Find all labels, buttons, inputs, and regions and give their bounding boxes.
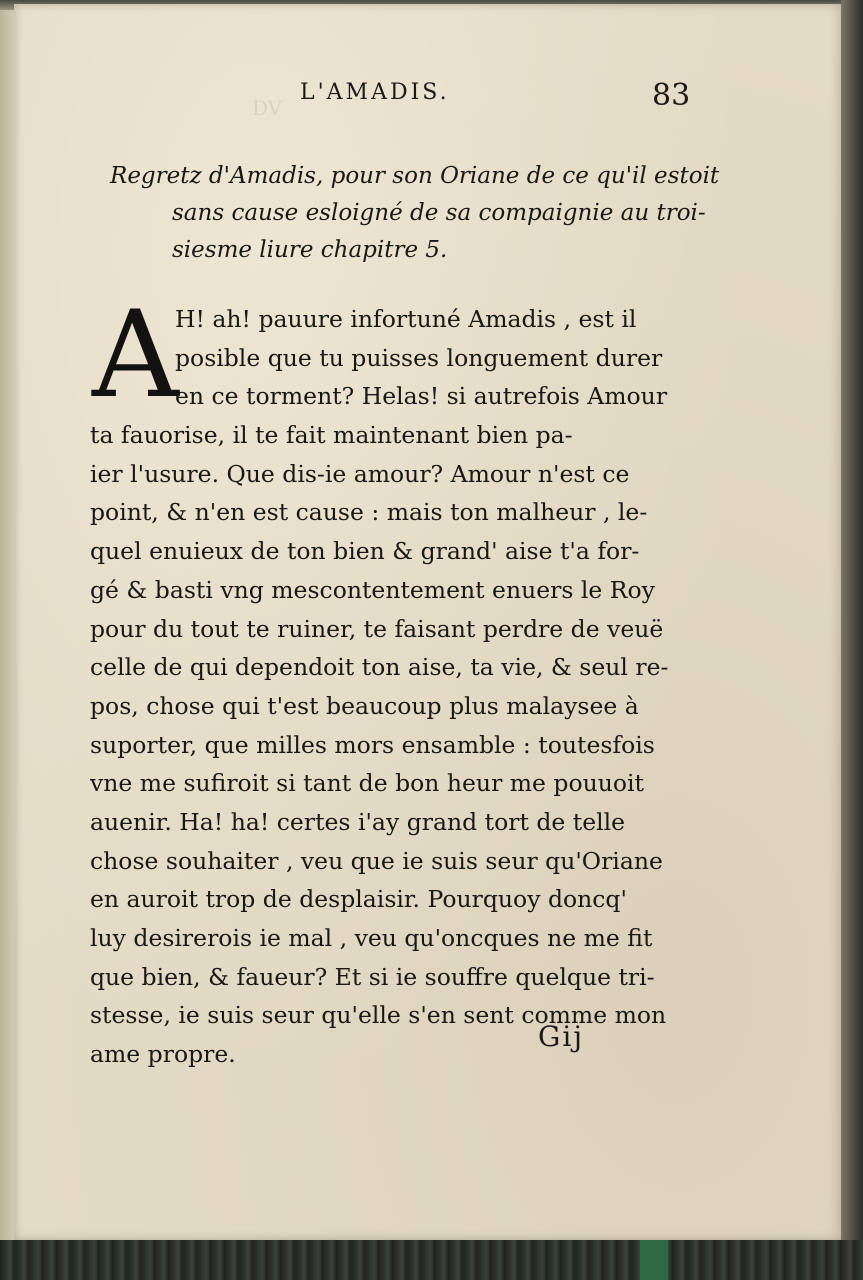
show-through: DV bbox=[252, 96, 283, 120]
bottom-binding bbox=[0, 1240, 863, 1280]
text-line: stesse, ie suis seur qu'elle s'en sent comme mon bbox=[90, 1001, 667, 1030]
text-line: ame propre. bbox=[90, 1040, 236, 1069]
text-line: H! ah! pauure infortuné Amadis , est il bbox=[175, 305, 637, 333]
caption-line: sans cause esloigné de sa compaignie au troi- bbox=[172, 200, 706, 226]
drop-capital: A bbox=[92, 286, 179, 425]
running-head: L'AMADIS. bbox=[300, 80, 450, 105]
text-line: suporter, que milles mors ensamble : toutesfois bbox=[90, 730, 655, 759]
signature-mark: Gij bbox=[538, 1020, 585, 1053]
text-line: que bien, & faueur? Et si ie souffre quelque tri- bbox=[90, 962, 655, 991]
page-number: 83 bbox=[652, 78, 691, 113]
text-line: ier l'usure. Que dis-ie amour? Amour n'est ce bbox=[90, 459, 630, 488]
text-line: auenir. Ha! ha! certes i'ay grand tort de telle bbox=[90, 807, 626, 836]
text-line: pour du tout te ruiner, te faisant perdre de veuë bbox=[90, 614, 664, 643]
text-line: celle de qui dependoit ton aise, ta vie, & seul re- bbox=[90, 653, 669, 682]
text-line: pos, chose qui t'est beaucoup plus malaysee à bbox=[90, 691, 639, 720]
text-line: en ce torment? Helas! si autrefois Amour bbox=[175, 382, 668, 411]
text-line: point, & n'en est cause : mais ton malheur , le- bbox=[90, 498, 648, 527]
binding-ribbon bbox=[640, 1240, 668, 1280]
caption-line: siesme liure chapitre 5. bbox=[172, 237, 448, 263]
text-line: chose souhaiter , veu que ie suis seur qu'Oriane bbox=[90, 846, 663, 875]
text-line: ta fauorise, il te fait maintenant bien pa- bbox=[90, 421, 573, 450]
text-line: luy desirerois ie mal , veu qu'oncques ne me fit bbox=[90, 924, 653, 952]
text-line: posible que tu puisses longuement durer bbox=[175, 343, 663, 372]
text-line: gé & basti vng mescontentement enuers le Roy bbox=[90, 575, 655, 604]
chapter-caption bbox=[110, 158, 720, 269]
text-line: vne me sufiroit si tant de bon heur me pouuoit bbox=[90, 769, 645, 798]
text-line: en auroit trop de desplaisir. Pourquoy doncq' bbox=[90, 885, 627, 914]
text-line: quel enuieux de ton bien & grand' aise t'a for- bbox=[90, 537, 640, 566]
caption-line: Regretz d'Amadis, pour son Oriane de ce qu'il estoit bbox=[110, 163, 720, 189]
book-spine bbox=[841, 0, 863, 1240]
body-text bbox=[90, 286, 710, 1074]
